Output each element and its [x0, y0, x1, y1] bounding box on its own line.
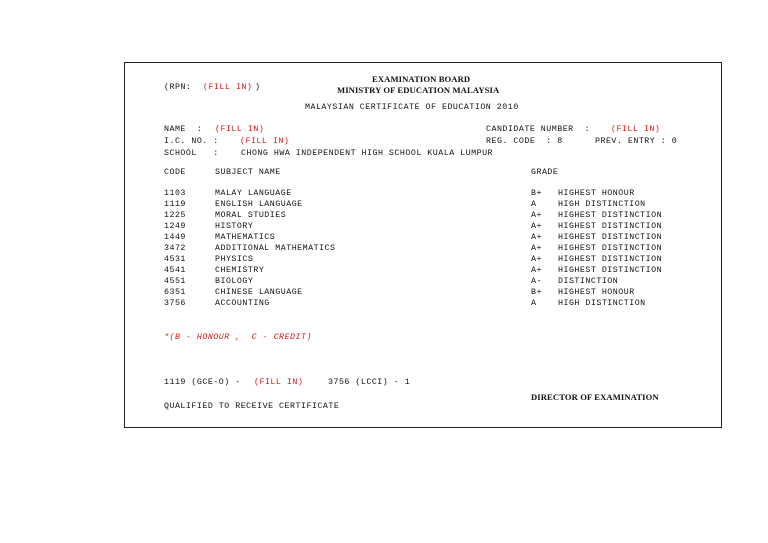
subject-code: 6351 [164, 288, 186, 297]
gce-label: 1119 (GCE-O) - [164, 378, 241, 387]
subject-code: 1103 [164, 189, 186, 198]
board-title: EXAMINATION BOARD [372, 74, 471, 84]
rpn-value: (FILL IN) [203, 83, 253, 92]
col-code-header: CODE [164, 168, 186, 177]
grade-description: HIGHEST DISTINCTION [558, 211, 663, 220]
subject-name: ACCOUNTING [215, 299, 270, 308]
subject-name: ENGLISH LANGUAGE [215, 200, 303, 209]
col-subject-header: SUBJECT NAME [215, 168, 281, 177]
subject-name: HISTORY [215, 222, 254, 231]
grade-description: HIGH DISTINCTION [558, 299, 646, 308]
director-signature-line: DIRECTOR OF EXAMINATION [531, 392, 659, 402]
subject-code: 1225 [164, 211, 186, 220]
subject-code: 4531 [164, 255, 186, 264]
candidate-number-label: CANDIDATE NUMBER : [486, 125, 591, 134]
certificate-title: MALAYSIAN CERTIFICATE OF EDUCATION 2010 [305, 103, 519, 112]
subject-grade: A+ [531, 211, 542, 220]
subject-code: 3472 [164, 244, 186, 253]
subject-grade: A+ [531, 244, 542, 253]
subject-code: 4541 [164, 266, 186, 275]
grade-description: HIGHEST DISTINCTION [558, 222, 663, 231]
grade-description: HIGHEST DISTINCTION [558, 266, 663, 275]
candidate-number-value: (FILL IN) [611, 125, 661, 134]
grade-description: HIGHEST HONOUR [558, 288, 635, 297]
subject-grade: B+ [531, 288, 542, 297]
lcci-text: 3756 (LCCI) - 1 [328, 378, 411, 387]
subject-grade: B+ [531, 189, 542, 198]
school-value: CHONG HWA INDEPENDENT HIGH SCHOOL KUALA LUMPUR [241, 149, 494, 158]
subject-grade: A [531, 299, 537, 308]
subject-name: MORAL STUDIES [215, 211, 287, 220]
rpn-close: ) [255, 83, 261, 92]
grade-description: HIGHEST DISTINCTION [558, 255, 663, 264]
rpn-label: (RPN: [164, 83, 192, 92]
subject-grade: A+ [531, 266, 542, 275]
grade-description: HIGHEST DISTINCTION [558, 233, 663, 242]
subject-name: MALAY LANGUAGE [215, 189, 292, 198]
name-label: NAME : [164, 125, 203, 134]
subject-name: CHINESE LANGUAGE [215, 288, 303, 297]
subject-grade: A- [531, 277, 542, 286]
subject-grade: A+ [531, 222, 542, 231]
subject-code: 1449 [164, 233, 186, 242]
ic-value: (FILL IN) [240, 137, 290, 146]
grade-description: HIGHEST DISTINCTION [558, 244, 663, 253]
name-value: (FILL IN) [215, 125, 265, 134]
grade-description: HIGH DISTINCTION [558, 200, 646, 209]
grade-description: DISTINCTION [558, 277, 619, 286]
subject-code: 1249 [164, 222, 186, 231]
ministry-title: MINISTRY OF EDUCATION MALAYSIA [337, 85, 500, 95]
col-grade-header: GRADE [531, 168, 559, 177]
gce-value: (FILL IN) [254, 378, 304, 387]
subject-name: ADDITIONAL MATHEMATICS [215, 244, 336, 253]
subject-name: MATHEMATICS [215, 233, 276, 242]
subject-code: 3756 [164, 299, 186, 308]
subject-name: BIOLOGY [215, 277, 254, 286]
subject-grade: A+ [531, 255, 542, 264]
grade-note: *(B - HONOUR , C - CREDIT) [164, 333, 312, 342]
reg-code: REG. CODE : 8 [486, 137, 563, 146]
subject-code: 4551 [164, 277, 186, 286]
prev-entry: PREV. ENTRY : 0 [595, 137, 678, 146]
grade-description: HIGHEST HONOUR [558, 189, 635, 198]
school-label: SCHOOL : [164, 149, 219, 158]
qualified-statement: QUALIFIED TO RECEIVE CERTIFICATE [164, 402, 340, 411]
subject-grade: A [531, 200, 537, 209]
subject-name: CHEMISTRY [215, 266, 265, 275]
subject-name: PHYSICS [215, 255, 254, 264]
subject-code: 1119 [164, 200, 186, 209]
ic-label: I.C. NO. : [164, 137, 219, 146]
subject-grade: A+ [531, 233, 542, 242]
certificate-frame [124, 62, 722, 428]
